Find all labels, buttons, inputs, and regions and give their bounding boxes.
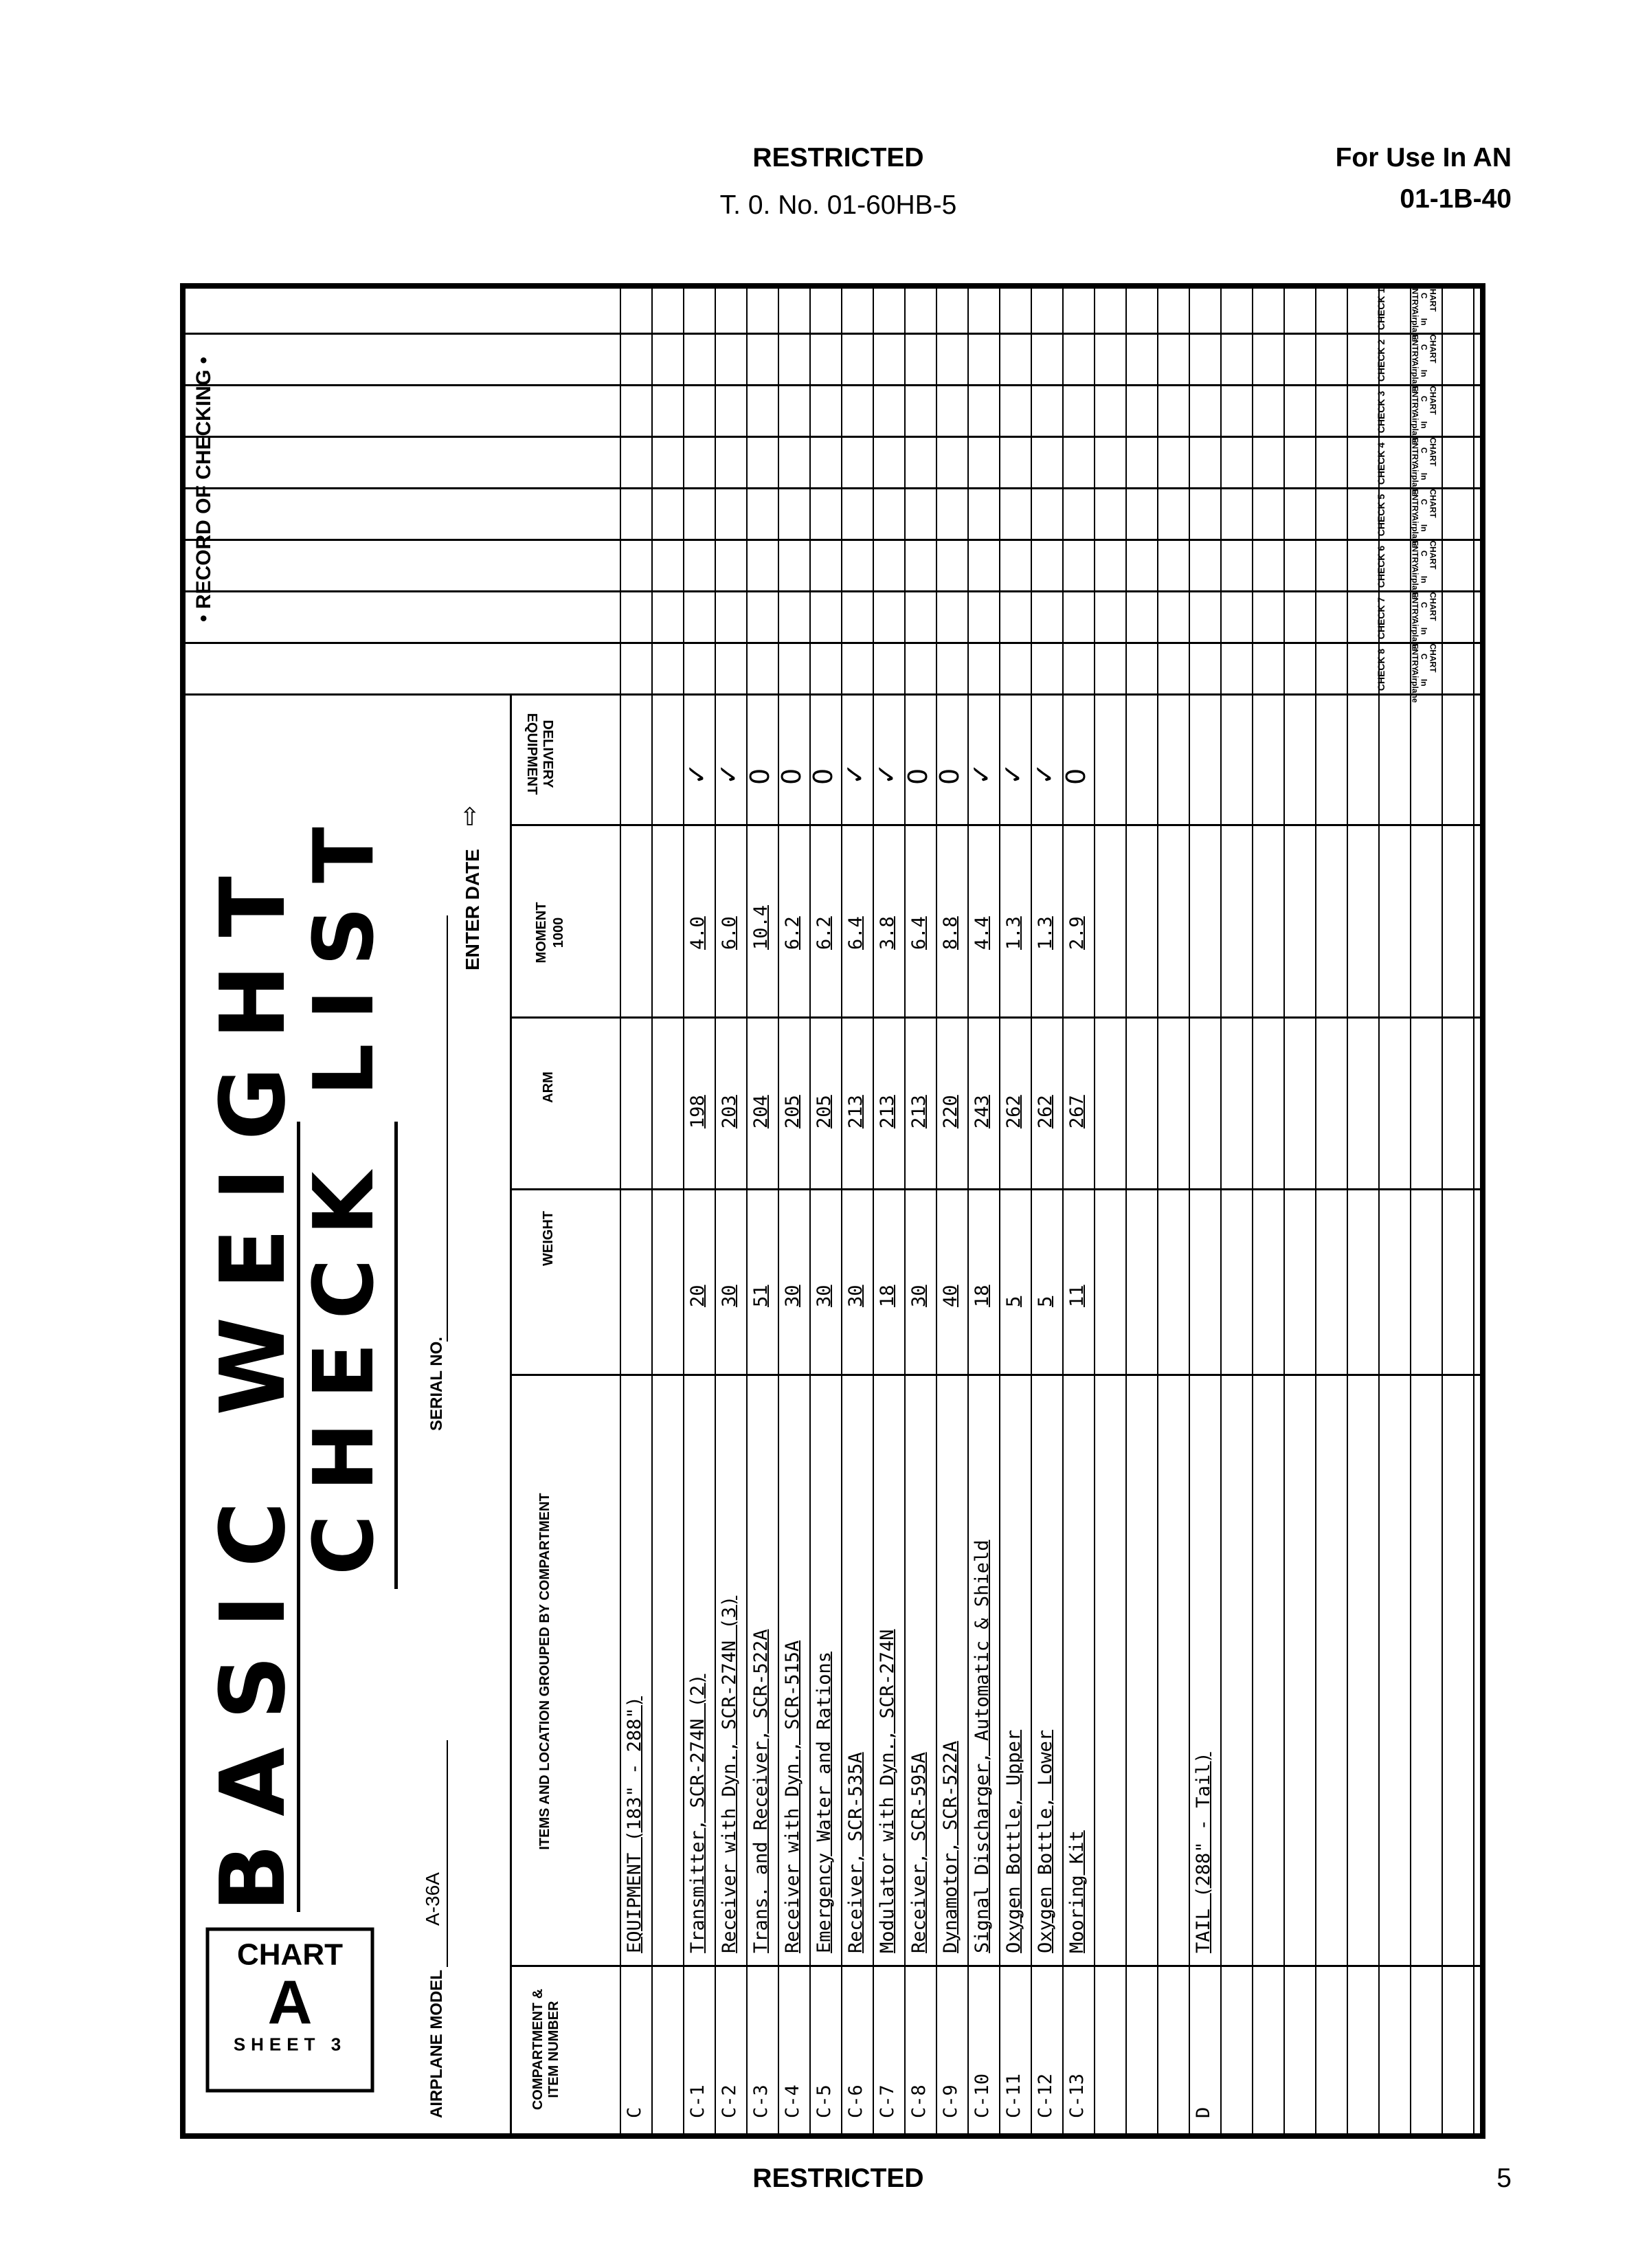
row-delivery-mark: ✓ bbox=[871, 763, 901, 785]
chart-letter: A bbox=[267, 1968, 313, 2038]
row-item-description: Receiver with Dyn., SCR-274N (3) bbox=[719, 1595, 740, 1953]
serial-label: SERIAL NO. bbox=[427, 1337, 446, 1431]
check-7-label: CHECK 7 bbox=[1376, 597, 1387, 640]
row-moment: 6.4 bbox=[908, 916, 930, 950]
check-divider bbox=[180, 436, 1485, 438]
row-arm: 203 bbox=[719, 1095, 740, 1129]
row-delivery-mark: 0 bbox=[776, 768, 807, 785]
col-header-items: ITEMS AND LOCATION GROUPED BY COMPARTMENT bbox=[537, 1493, 552, 1850]
row-weight: 40 bbox=[940, 1285, 961, 1307]
check-divider bbox=[180, 384, 1485, 386]
row-divider bbox=[1157, 283, 1158, 2139]
check-divider bbox=[180, 642, 1485, 644]
row-item-description: EQUIPMENT (183" - 288") bbox=[624, 1696, 645, 1953]
col-header-weight: WEIGHT bbox=[541, 1211, 556, 1266]
airplane-model-value: A-36A bbox=[422, 1872, 443, 1926]
serial-line bbox=[447, 998, 448, 1342]
row-delivery-mark: ✓ bbox=[682, 763, 712, 785]
row-weight: 51 bbox=[750, 1285, 772, 1307]
row-moment: 4.0 bbox=[687, 916, 708, 950]
chart-sheet: SHEET 3 bbox=[233, 2034, 347, 2055]
enter-date-line bbox=[447, 915, 448, 998]
row-item-description: Receiver, SCR-595A bbox=[908, 1752, 930, 1953]
row-weight: 30 bbox=[814, 1285, 835, 1307]
chart-box bbox=[206, 1928, 374, 2093]
row-divider bbox=[746, 283, 748, 2139]
row-divider bbox=[1094, 283, 1095, 2139]
col-header-item-number: COMPARTMENT & ITEM NUMBER bbox=[530, 1988, 561, 2111]
check-divider bbox=[180, 333, 1485, 335]
row-arm: 262 bbox=[1035, 1095, 1056, 1129]
column-divider bbox=[510, 824, 1485, 826]
check-6-in-airplane: In Airplane bbox=[1410, 566, 1429, 600]
row-item-number: C-7 bbox=[877, 2084, 898, 2118]
title-line2: CHECK LIST bbox=[297, 803, 392, 1575]
row-item-number: C-3 bbox=[750, 2084, 772, 2118]
row-arm: 243 bbox=[972, 1095, 993, 1129]
row-arm: 213 bbox=[845, 1095, 866, 1129]
row-item-number: C-4 bbox=[782, 2084, 803, 2118]
row-item-description: Receiver, SCR-535A bbox=[845, 1752, 866, 1953]
row-moment: 1.3 bbox=[1003, 916, 1024, 950]
row-item-number: C-10 bbox=[972, 2073, 993, 2118]
chart-word: CHART bbox=[237, 1937, 343, 1972]
check-5-in-airplane: In Airplane bbox=[1410, 515, 1429, 548]
title-line1: BASIC WEIGHT bbox=[201, 848, 305, 1912]
check-1-label: CHECK 1 bbox=[1376, 287, 1387, 331]
row-divider bbox=[1220, 283, 1222, 2139]
row-weight: 30 bbox=[782, 1285, 803, 1307]
col-header-delivery: DELIVERY EQUIPMENT bbox=[524, 713, 555, 795]
check-8-label: CHECK 8 bbox=[1376, 648, 1387, 691]
check-7-chart-c-entry: CHART C ENTRY bbox=[1410, 592, 1438, 621]
row-item-description: Oxygen Bottle, Lower bbox=[1035, 1729, 1056, 1953]
row-moment: 6.0 bbox=[719, 916, 740, 950]
check-4-chart-c-entry: CHART C ENTRY bbox=[1410, 438, 1438, 467]
row-arm: 262 bbox=[1003, 1095, 1024, 1129]
row-moment: 4.4 bbox=[972, 916, 993, 950]
check-2-in-airplane: In Airplane bbox=[1410, 360, 1429, 394]
row-divider bbox=[1062, 283, 1064, 2139]
row-moment: 3.8 bbox=[877, 916, 898, 950]
row-weight: 5 bbox=[1035, 1296, 1056, 1307]
row-moment: 6.2 bbox=[782, 916, 803, 950]
check-2-label: CHECK 2 bbox=[1376, 339, 1387, 382]
header-for-use: For Use In AN bbox=[1335, 143, 1512, 173]
check-8-in-airplane: In Airplane bbox=[1410, 669, 1429, 703]
row-delivery-mark: 0 bbox=[1061, 768, 1091, 785]
row-divider bbox=[1347, 283, 1348, 2139]
check-4-label: CHECK 4 bbox=[1376, 442, 1387, 485]
row-arm: 205 bbox=[814, 1095, 835, 1129]
row-item-description: Modulator with Dyn., SCR-274N bbox=[877, 1629, 898, 1953]
row-delivery-mark: ✓ bbox=[966, 763, 996, 785]
check-7-in-airplane: In Airplane bbox=[1410, 618, 1429, 652]
col-header-moment: MOMENT bbox=[534, 902, 549, 964]
col-header-moment-divisor: 1000 bbox=[551, 917, 566, 948]
check-divider bbox=[180, 487, 1485, 489]
row-divider bbox=[999, 283, 1000, 2139]
check-1-chart-c-entry: CHART C ENTRY bbox=[1410, 283, 1438, 312]
row-divider bbox=[1252, 283, 1253, 2139]
row-arm: 205 bbox=[782, 1095, 803, 1129]
row-arm: 267 bbox=[1066, 1095, 1088, 1129]
row-arm: 204 bbox=[750, 1095, 772, 1129]
check-3-label: CHECK 3 bbox=[1376, 390, 1387, 434]
row-delivery-mark: ✓ bbox=[1029, 763, 1059, 785]
row-divider bbox=[778, 283, 779, 2139]
row-delivery-mark: ✓ bbox=[840, 763, 870, 785]
row-divider bbox=[967, 283, 969, 2139]
row-divider bbox=[1125, 283, 1127, 2139]
row-item-description: Oxygen Bottle, Upper bbox=[1003, 1729, 1024, 1953]
check-6-chart-c-entry: CHART C ENTRY bbox=[1410, 541, 1438, 570]
row-item-description: TAIL (288" - Tail) bbox=[1193, 1752, 1214, 1953]
row-arm: 198 bbox=[687, 1095, 708, 1129]
record-title: • RECORD OF CHECKING • bbox=[192, 357, 215, 623]
row-arm: 220 bbox=[940, 1095, 961, 1129]
row-delivery-mark: 0 bbox=[745, 768, 775, 785]
row-delivery-mark: 0 bbox=[808, 768, 838, 785]
row-item-description: Emergency Water and Rations bbox=[814, 1652, 835, 1953]
row-divider bbox=[715, 283, 716, 2139]
column-divider bbox=[510, 1016, 1485, 1019]
enter-date-arrow-icon: ⇨ bbox=[455, 805, 483, 826]
check-divider bbox=[180, 539, 1485, 541]
header-an-number: 01-1B-40 bbox=[1400, 184, 1512, 214]
row-item-number: C-8 bbox=[908, 2084, 930, 2118]
row-item-description: Transmitter, SCR-274N (2) bbox=[687, 1674, 708, 1953]
enter-date-label: ENTER DATE bbox=[462, 849, 483, 970]
row-divider bbox=[1473, 283, 1474, 2139]
row-weight: 18 bbox=[972, 1285, 993, 1307]
row-weight: 11 bbox=[1066, 1285, 1088, 1307]
row-moment: 6.4 bbox=[845, 916, 866, 950]
row-divider bbox=[651, 283, 653, 2139]
row-divider bbox=[683, 283, 684, 2139]
check-5-label: CHECK 5 bbox=[1376, 493, 1387, 537]
header-to-number: T. 0. No. 01-60HB-5 bbox=[719, 190, 957, 220]
row-divider bbox=[1315, 283, 1316, 2139]
row-weight: 30 bbox=[719, 1285, 740, 1307]
row-moment: 10.4 bbox=[750, 904, 772, 950]
row-arm: 213 bbox=[877, 1095, 898, 1129]
column-divider bbox=[510, 1188, 1485, 1190]
check-6-label: CHECK 6 bbox=[1376, 545, 1387, 588]
column-divider bbox=[510, 1965, 1485, 1967]
row-item-description: Dynamotor, SCR-522A bbox=[940, 1741, 961, 1953]
row-divider bbox=[904, 283, 906, 2139]
row-delivery-mark: ✓ bbox=[998, 763, 1028, 785]
row-item-description: Signal Discharger, Automatic & Shield bbox=[972, 1539, 993, 1953]
check-1-in-airplane: In Airplane bbox=[1410, 309, 1429, 342]
row-moment: 6.2 bbox=[814, 916, 835, 950]
row-weight: 5 bbox=[1003, 1296, 1024, 1307]
row-moment: 8.8 bbox=[940, 916, 961, 950]
check-divider bbox=[180, 590, 1485, 592]
row-item-number: C-6 bbox=[845, 2084, 866, 2118]
row-moment: 1.3 bbox=[1035, 916, 1056, 950]
row-arm: 213 bbox=[908, 1095, 930, 1129]
check-4-in-airplane: In Airplane bbox=[1410, 463, 1429, 497]
basic-weight-form bbox=[180, 283, 1485, 2139]
airplane-model-line bbox=[447, 1740, 448, 1967]
row-item-number: C-1 bbox=[687, 2084, 708, 2118]
row-weight: 30 bbox=[908, 1285, 930, 1307]
row-divider bbox=[841, 283, 842, 2139]
row-item-number: C-11 bbox=[1003, 2073, 1024, 2118]
header-divider bbox=[510, 696, 512, 2139]
row-delivery-mark: 0 bbox=[934, 768, 965, 785]
row-moment: 2.9 bbox=[1066, 916, 1088, 950]
check-2-chart-c-entry: CHART C ENTRY bbox=[1410, 335, 1438, 364]
column-divider bbox=[510, 1374, 1485, 1376]
row-delivery-mark: ✓ bbox=[713, 763, 743, 785]
row-item-description: Trans. and Receiver, SCR-522A bbox=[750, 1629, 772, 1953]
row-item-number: C-9 bbox=[940, 2084, 961, 2118]
row-divider bbox=[936, 283, 937, 2139]
row-divider bbox=[1283, 283, 1285, 2139]
row-delivery-mark: 0 bbox=[903, 768, 933, 785]
row-divider bbox=[1031, 283, 1032, 2139]
row-item-number: C-13 bbox=[1066, 2073, 1088, 2118]
row-weight: 30 bbox=[845, 1285, 866, 1307]
check-3-in-airplane: In Airplane bbox=[1410, 412, 1429, 445]
row-divider bbox=[1189, 283, 1190, 2139]
row-item-number: D bbox=[1193, 2106, 1214, 2118]
footer-restricted: RESTRICTED bbox=[752, 2164, 924, 2193]
check-8-chart-c-entry: CHART C ENTRY bbox=[1410, 644, 1438, 673]
check-3-chart-c-entry: CHART C ENTRY bbox=[1410, 386, 1438, 415]
title-underline-2 bbox=[394, 1122, 398, 1589]
row-item-description: Receiver with Dyn., SCR-515A bbox=[782, 1640, 803, 1953]
row-weight: 18 bbox=[877, 1285, 898, 1307]
check-divider bbox=[180, 693, 1485, 696]
row-item-number: C bbox=[624, 2106, 645, 2118]
row-divider bbox=[1442, 283, 1443, 2139]
title-underline-1 bbox=[297, 1122, 300, 1912]
row-weight: 20 bbox=[687, 1285, 708, 1307]
row-divider bbox=[620, 283, 621, 2139]
row-item-number: C-5 bbox=[814, 2084, 835, 2118]
page-number: 5 bbox=[1496, 2164, 1512, 2193]
row-item-description: Mooring Kit bbox=[1066, 1830, 1088, 1953]
airplane-model-label: AIRPLANE MODEL bbox=[427, 1970, 446, 2118]
row-item-number: C-2 bbox=[719, 2084, 740, 2118]
row-divider bbox=[873, 283, 874, 2139]
row-divider bbox=[809, 283, 811, 2139]
row-item-number: C-12 bbox=[1035, 2073, 1056, 2118]
check-5-chart-c-entry: CHART C ENTRY bbox=[1410, 489, 1438, 518]
col-header-arm: ARM bbox=[541, 1071, 556, 1103]
header-restricted: RESTRICTED bbox=[752, 143, 924, 173]
